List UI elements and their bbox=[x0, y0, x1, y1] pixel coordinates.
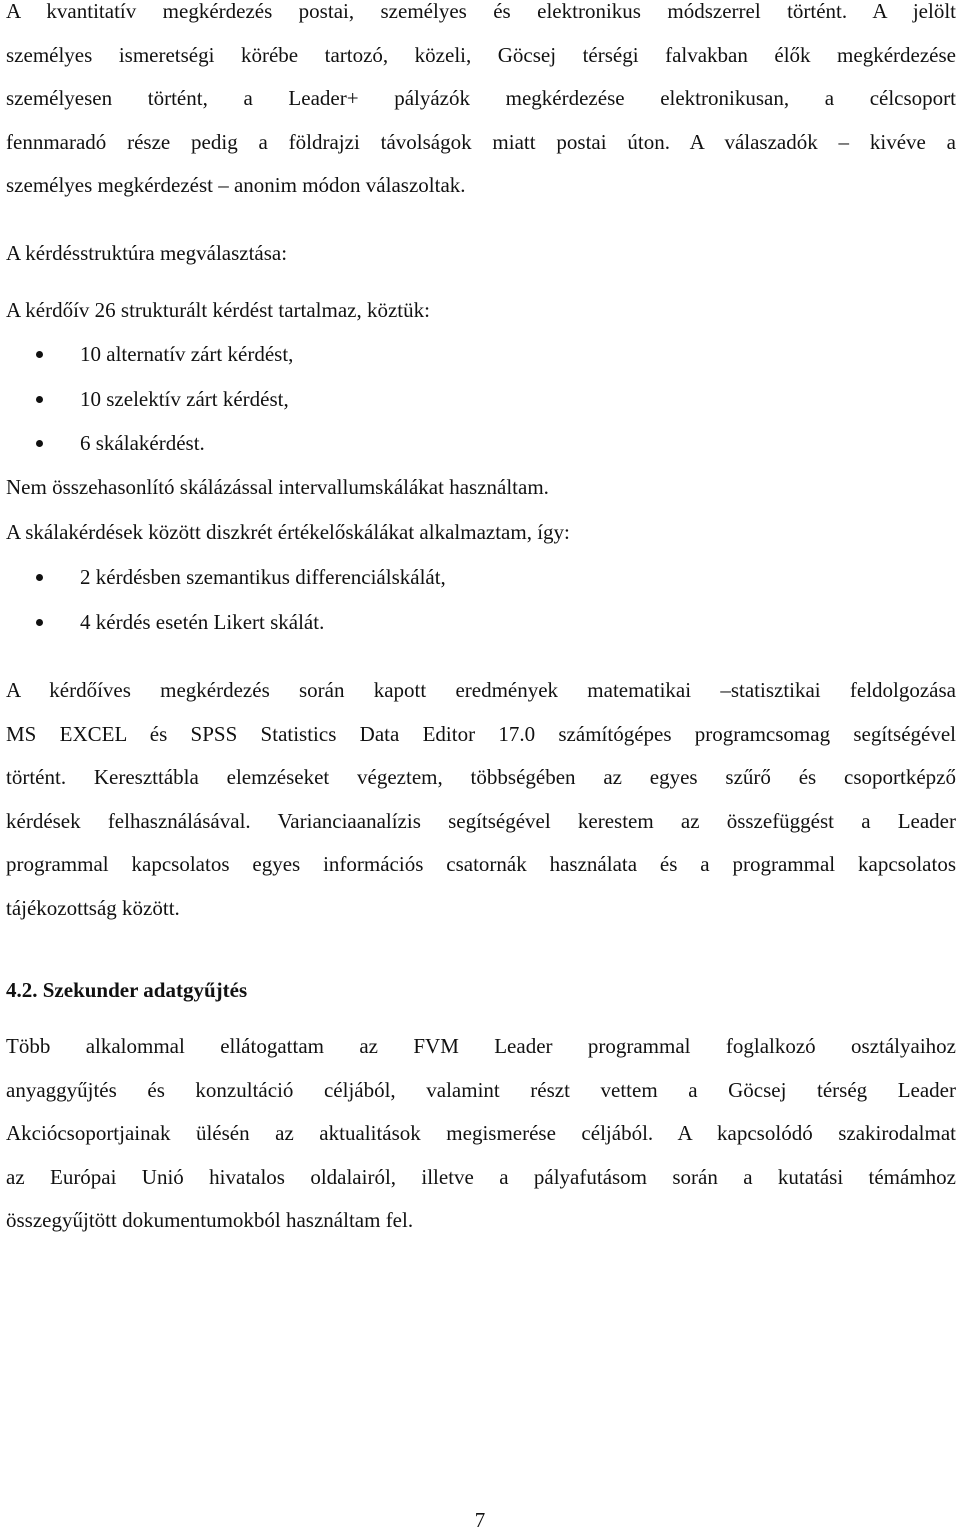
analysis-paragraph bbox=[6, 669, 956, 930]
scale-note: Nem összehasonlító skálázással intervallumskálákat használtam. bbox=[6, 475, 549, 499]
secondary-line: anyaggyűjtés és konzultáció céljából, valamint részt vettem a Göcsej térség Leader bbox=[6, 1077, 956, 1102]
bullet-icon bbox=[36, 619, 43, 626]
list-item-text: 10 alternatív zárt kérdést, bbox=[80, 342, 294, 366]
question-types-list bbox=[6, 332, 293, 466]
secondary-line: Akciócsoportjainak ülésén az aktualitások megismerése céljából. A kapcsolódó szakirodalmat bbox=[6, 1121, 956, 1145]
bullet-icon bbox=[36, 396, 43, 403]
secondary-line: az Európai Unió hivatalos oldalairól, illetve a pályafutásom során a kutatási témámhoz bbox=[6, 1164, 956, 1189]
list-item bbox=[6, 332, 293, 377]
list-item bbox=[6, 555, 446, 600]
section-title: Szekunder adatgyűjtés bbox=[42, 978, 248, 1002]
secondary-line: összegyűjtött dokumentumokból használtam fel. bbox=[6, 1208, 414, 1232]
list-item bbox=[6, 600, 446, 645]
list-item-text: 6 skálakérdést. bbox=[80, 431, 205, 455]
intro-line: személyesen történt, a Leader+ pályázók megkérdezése elektronikusan, a célcsoport bbox=[6, 86, 956, 110]
intro-line: személyes megkérdezést – anonim módon válaszoltak. bbox=[6, 173, 466, 197]
section-number: 4.2. bbox=[6, 978, 38, 1002]
intro-line: A kvantitatív megkérdezés postai, személyes és elektronikus módszerrel történt. A jelölt bbox=[6, 0, 956, 23]
bullet-icon bbox=[36, 440, 43, 447]
scale-types-list bbox=[6, 555, 446, 644]
analysis-line: kérdések felhasználásával. Varianciaanalízis segítségével kerestem az összefüggést a Leader bbox=[6, 808, 956, 833]
list-item bbox=[6, 421, 293, 466]
section-heading bbox=[6, 969, 247, 1013]
secondary-paragraph bbox=[6, 1025, 956, 1243]
scale-intro: A skálakérdések között diszkrét értékelőskálákat alkalmaztam, így: bbox=[6, 520, 570, 544]
analysis-line: A kérdőíves megkérdezés során kapott eredmények matematikai –statisztikai feldolgozása bbox=[6, 678, 956, 702]
secondary-line: Több alkalommal ellátogattam az FVM Leader programmal foglalkozó osztályaihoz bbox=[6, 1034, 956, 1058]
analysis-line: tájékozottság között. bbox=[6, 895, 180, 920]
page-number: 7 bbox=[474, 1508, 486, 1532]
intro-paragraph bbox=[6, 0, 956, 208]
questionnaire-intro: A kérdőív 26 strukturált kérdést tartalmaz, köztük: bbox=[6, 298, 430, 322]
analysis-line: MS EXCEL és SPSS Statistics Data Editor 17.0 számítógépes programcsomag segítségével bbox=[6, 721, 956, 746]
analysis-line: programmal kapcsolatos egyes információs csatornák használata és a programmal kapcsolatos bbox=[6, 852, 956, 876]
intro-line: fennmaradó része pedig a földrajzi távolságok miatt postai úton. A válaszadók – kivéve a bbox=[6, 129, 956, 154]
bullet-icon bbox=[36, 351, 43, 358]
intro-line: személyes ismeretségi körébe tartozó, közeli, Göcsej térségi falvakban élők megkérdezése bbox=[6, 42, 956, 67]
list-item-text: 4 kérdés esetén Likert skálát. bbox=[80, 609, 325, 634]
structure-title: A kérdésstruktúra megválasztása: bbox=[6, 241, 288, 265]
bullet-icon bbox=[36, 574, 43, 581]
list-item-text: 2 kérdésben szemantikus differenciálskálát, bbox=[80, 565, 446, 589]
list-item bbox=[6, 377, 293, 422]
list-item-text: 10 szelektív zárt kérdést, bbox=[80, 386, 289, 411]
analysis-line: történt. Kereszttábla elemzéseket végeztem, többségében az egyes szűrő és csoportképző bbox=[6, 765, 956, 789]
